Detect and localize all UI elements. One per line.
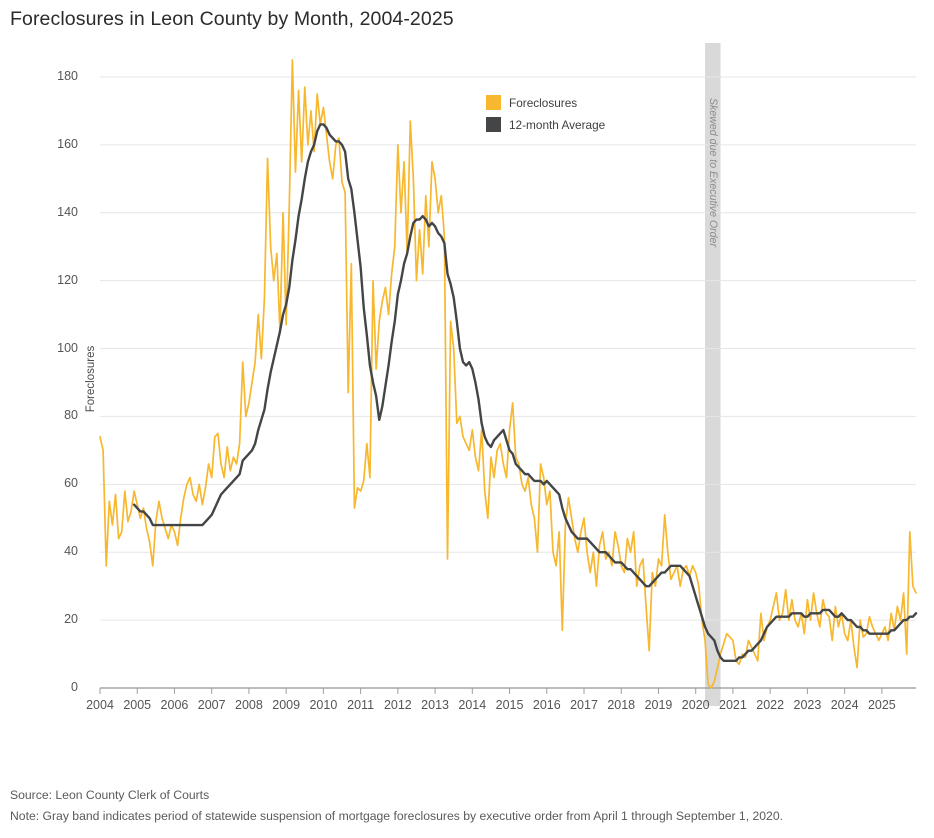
chart-legend	[486, 95, 605, 139]
x-axis-tick: 2008	[235, 698, 263, 712]
y-axis-tick: 140	[57, 204, 78, 219]
plot-area	[57, 43, 926, 733]
x-axis-tick: 2021	[719, 698, 747, 712]
y-axis-label: Foreclosures	[85, 345, 97, 413]
x-axis-tick: 2023	[793, 698, 822, 712]
x-axis-tick: 2015	[495, 698, 524, 712]
x-axis-tick: 2020	[681, 698, 710, 712]
x-axis-tick: 2012	[383, 698, 412, 712]
page-title: Foreclosures in Leon County by Month, 2004-2025	[10, 8, 454, 30]
x-axis-tick: 2013	[421, 698, 449, 712]
legend-swatch-foreclosures	[486, 95, 501, 110]
x-axis-tick: 2018	[607, 698, 636, 712]
chart-svg	[86, 43, 926, 733]
x-axis-tick: 2025	[867, 698, 896, 712]
footnote-note: Note: Gray band indicates period of statewide suspension of mortgage foreclosures by executive order from April 1 through September 1, 2020.	[10, 809, 783, 823]
y-axis-tick: 100	[57, 340, 78, 355]
legend-item	[486, 95, 605, 110]
x-axis-tick: 2024	[830, 698, 859, 712]
y-axis-tick: 80	[64, 408, 78, 423]
band-annotation-label: Skewed due to Executive Order	[707, 98, 720, 247]
legend-item	[486, 117, 605, 132]
x-axis-tick: 2007	[197, 698, 226, 712]
x-axis-tick: 2006	[160, 698, 189, 712]
y-axis-tick: 40	[64, 544, 78, 559]
y-axis-tick: 0	[71, 680, 78, 694]
x-axis-tick: 2010	[309, 698, 338, 712]
y-axis-tick: 160	[57, 136, 78, 151]
legend-label: 12-month Average	[509, 117, 606, 132]
x-axis-tick: 2017	[570, 698, 598, 712]
y-axis-tick: 60	[64, 476, 78, 491]
footnotes	[10, 788, 924, 830]
x-axis-tick: 2019	[644, 698, 673, 712]
y-axis-tick: 120	[57, 272, 78, 287]
x-axis-tick: 2014	[458, 698, 487, 712]
y-axis-tick: 20	[64, 612, 78, 627]
x-axis-tick: 2022	[756, 698, 785, 712]
footnote-source: Source: Leon County Clerk of Courts	[10, 788, 210, 802]
x-axis-tick: 2011	[347, 698, 375, 712]
x-axis-tick: 2009	[272, 698, 301, 712]
x-axis-tick: 2005	[123, 698, 152, 712]
x-axis-tick: 2004	[86, 698, 114, 712]
y-axis-tick: 180	[57, 68, 78, 83]
x-axis-tick: 2016	[532, 698, 561, 712]
legend-swatch-average	[486, 117, 501, 132]
legend-label: Foreclosures	[509, 95, 578, 110]
